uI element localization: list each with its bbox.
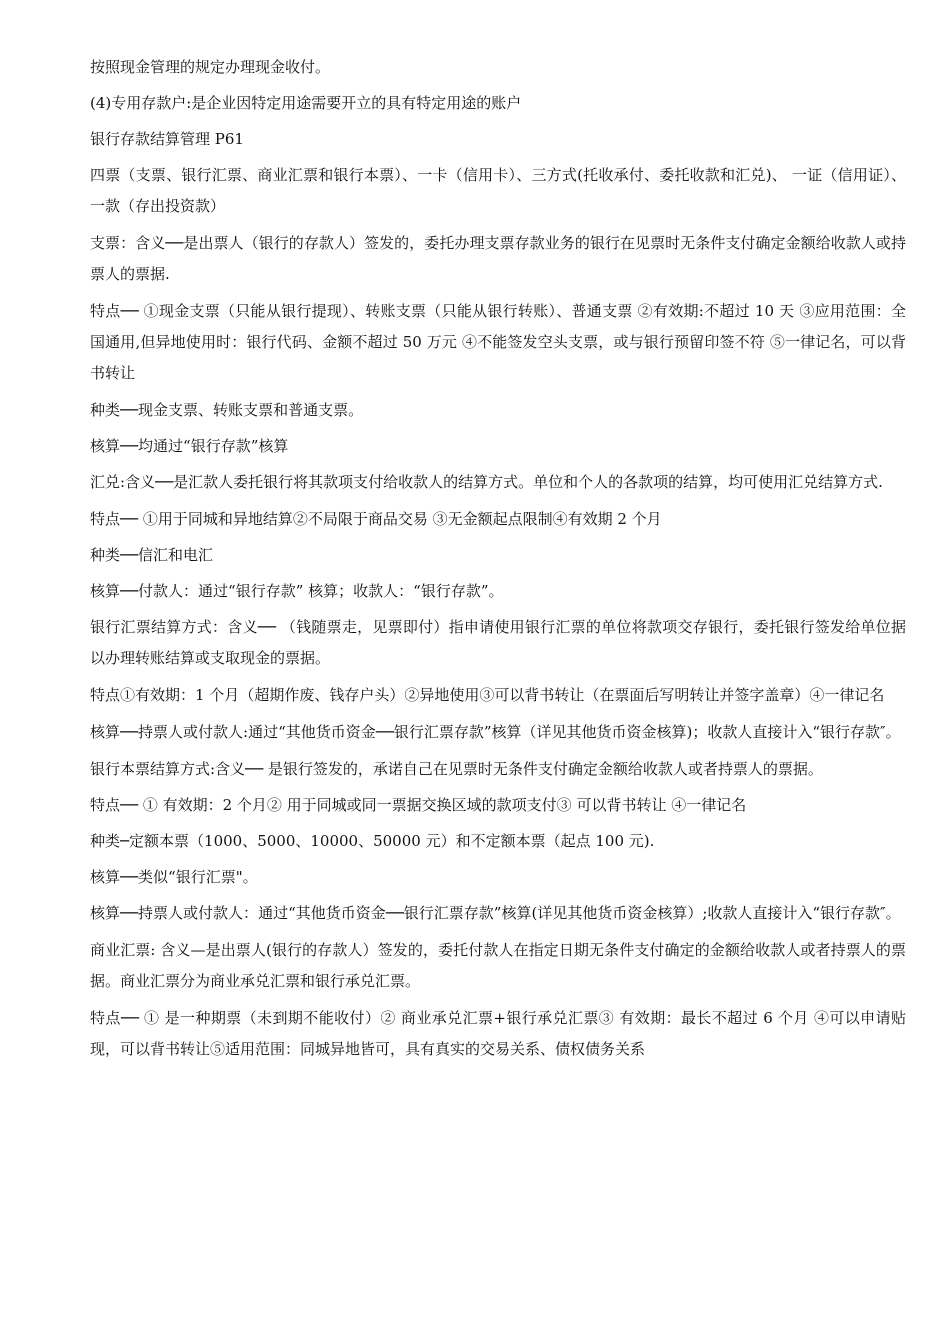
- text-paragraph: 按照现金管理的规定办理现金收付。: [90, 58, 331, 76]
- text-paragraph: 种类──信汇和电汇: [90, 546, 214, 564]
- text-paragraph: (4)专用存款户:是企业因特定用途需要开立的具有特定用途的账户: [90, 94, 522, 112]
- text-paragraph: 四票（支票、银行汇票、商业汇票和银行本票）、一卡（信用卡）、三方式(托收承付、委托收款和汇兑)、 一证（信用证）、一款（存出投资款）: [90, 166, 906, 215]
- document-page: [90, 52, 906, 1071]
- text-paragraph: 汇兑:含义──是汇款人委托银行将其款项支付给收款人的结算方式。单位和个人的各款项的结算，均可使用汇兑结算方式.: [90, 473, 883, 491]
- text-paragraph: 特点── ①现金支票（只能从银行提现）、转账支票（只能从银行转账）、普通支票 ②有效期:不超过 10 天 ③应用范围：全国通用,但异地使用时：银行代码、金额不超过 50 万元 ④不能签发空头支票，或与银行预留印签不符 ⑤一律记名，可以背书转让: [90, 302, 906, 382]
- text-paragraph: 核算──持票人或付款人:通过“其他货币资金──银行汇票存款”核算（详见其他货币资金核算)；收款人直接计入“银行存款″。: [90, 723, 901, 741]
- text-paragraph: 核算──均通过“银行存款”核算: [90, 437, 289, 455]
- text-paragraph: 特点── ① 有效期：2 个月② 用于同城或同一票据交换区域的款项支付③ 可以背书转让 ④一律记名: [90, 796, 747, 814]
- text-paragraph: 特点①有效期：1 个月（超期作废、钱存户头）②异地使用③可以背书转让（在票面后写明转让并签字盖章）④一律记名: [90, 686, 885, 704]
- section-heading: 银行存款结算管理 P61: [90, 130, 244, 148]
- text-paragraph: 支票：含义──是出票人（银行的存款人）签发的，委托办理支票存款业务的银行在见票时无条件支付确定金额给收款人或持票人的票据.: [90, 234, 906, 283]
- text-paragraph: 种类──现金支票、转账支票和普通支票。: [90, 401, 364, 419]
- text-paragraph: 种类─定额本票（1000、5000、10000、50000 元）和不定额本票（起点 100 元).: [90, 832, 655, 850]
- text-paragraph: 核算──类似“银行汇票"。: [90, 868, 258, 886]
- text-paragraph: 银行汇票结算方式：含义── （钱随票走，见票即付）指申请使用银行汇票的单位将款项交存银行，委托银行签发给单位据以办理转账结算或支取现金的票据。: [90, 618, 906, 667]
- text-paragraph: 核算──持票人或付款人：通过“其他货币资金──银行汇票存款”核算(详见其他货币资金核算）;收款人直接计入“银行存款″。: [90, 904, 901, 922]
- text-paragraph: 特点── ①用于同城和异地结算②不局限于商品交易 ③无金额起点限制④有效期 2 个月: [90, 510, 662, 528]
- text-paragraph: 银行本票结算方式:含义── 是银行签发的，承诺自己在见票时无条件支付确定金额给收款人或者持票人的票据。: [90, 760, 823, 778]
- text-paragraph: 商业汇票: 含义—是出票人(银行的存款人）签发的，委托付款人在指定日期无条件支付确定的金额给收款人或者持票人的票据。商业汇票分为商业承兑汇票和银行承兑汇票。: [90, 941, 906, 990]
- text-paragraph: 核算──付款人：通过“银行存款” 核算；收款人：“银行存款”。: [90, 582, 504, 600]
- text-paragraph: 特点── ① 是一种期票（未到期不能收付）② 商业承兑汇票+银行承兑汇票③ 有效期：最长不超过 6 个月 ④可以申请贴现，可以背书转让⑤适用范围：同城异地皆可，具有真实的交易关系、债权债务关系: [90, 1009, 906, 1058]
